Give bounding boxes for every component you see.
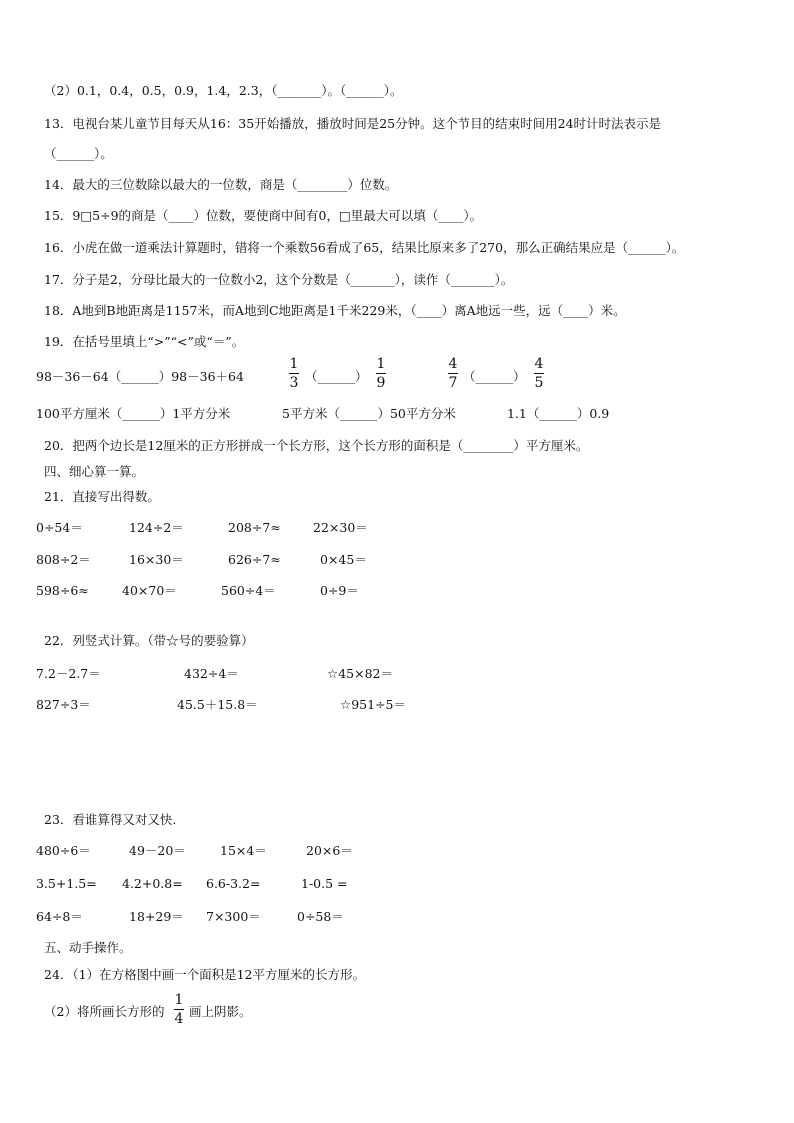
q21-item: 598÷6≈ [36, 583, 89, 598]
q23-item: 64÷8＝ [36, 909, 83, 924]
q19-compare-2-blank: （______） [305, 369, 368, 384]
q24-part2-suffix: 画上阴影。 [189, 1004, 252, 1019]
q21-item: 626÷7≈ [228, 552, 281, 567]
q23-item: 18+29＝ [129, 909, 184, 924]
q24-part1: 24．（1）在方格图中画一个面积是12平方厘米的长方形。 [44, 967, 366, 982]
q23-item: 480÷6＝ [36, 843, 91, 858]
q12-part2: （2）0.1，0.4，0.5，0.9，1.4，2.3，（_______）。（______）。 [44, 83, 403, 98]
q15-text: 15．9□5÷9的商是（____）位数，要使商中间有0，□里最大可以填（____）。 [44, 208, 483, 223]
q19-compare-6: 1.1（______）0.9 [507, 406, 610, 421]
q19-fraction-left-1: 1 3 [289, 356, 299, 391]
q22-text: 22．列竖式计算。（带☆号的要验算） [44, 633, 254, 648]
q21-item: 0÷9＝ [320, 583, 359, 598]
q22-item: ☆45×82＝ [327, 666, 393, 681]
q19-compare-5: 5平方米（______）50平方分米 [282, 406, 456, 421]
q23-text: 23．看谁算得又对又快. [44, 812, 177, 827]
q19-fraction-right-2: 4 5 [534, 356, 544, 391]
q18-text: 18．A地到B地距离是1157米，而A地到C地距离是1千米229米，（____）离A地远一些，远（____）米。 [44, 303, 626, 318]
q21-item: 808÷2＝ [36, 552, 91, 567]
q14-text: 14．最大的三位数除以最大的一位数，商是（________）位数。 [44, 177, 398, 192]
q23-item: 20×6＝ [306, 843, 353, 858]
q21-item: 0÷54＝ [36, 520, 83, 535]
q22-item: 7.2－2.7＝ [36, 666, 101, 681]
q21-item: 0×45＝ [320, 552, 367, 567]
q17-text: 17．分子是2，分母比最大的一位数小2，这个分数是（_______），读作（_______）。 [44, 272, 514, 287]
q22-item: 827÷3＝ [36, 697, 91, 712]
q21-item: 40×70＝ [122, 583, 177, 598]
q23-item: 15×4＝ [220, 843, 267, 858]
q23-item: 6.6-3.2= [206, 876, 261, 891]
q23-item: 49－20＝ [129, 843, 186, 858]
q22-item: 45.5＋15.8＝ [177, 697, 258, 712]
q24-fraction: 1 4 [174, 992, 184, 1027]
q19-compare-1: 98－36－64（______）98－36＋64 [36, 369, 244, 384]
q19-fraction-left-2: 4 7 [448, 356, 458, 391]
q22-item: 432÷4＝ [184, 666, 239, 681]
q19-compare-4: 100平方厘米（______）1平方分米 [36, 406, 231, 421]
q21-item: 22×30＝ [313, 520, 368, 535]
section-4-heading: 四、细心算一算。 [44, 464, 145, 479]
q21-item: 560÷4＝ [221, 583, 276, 598]
q21-item: 16×30＝ [129, 552, 184, 567]
q23-item: 1-0.5 = [301, 876, 348, 891]
q23-item: 7×300＝ [206, 909, 261, 924]
q21-item: 124÷2＝ [129, 520, 184, 535]
q16-text: 16．小虎在做一道乘法计算题时，错将一个乘数56看成了65，结果比原来多了270，那么正确结果应是（______）。 [44, 240, 685, 255]
q20-text: 20．把两个边长是12厘米的正方形拼成一个长方形，这个长方形的面积是（________）平方厘米。 [44, 438, 589, 453]
q13-text: 13．电视台某儿童节目每天从16：35开始播放，播放时间是25分钟。这个节目的结束时间用24时计时法表示是 [44, 116, 662, 131]
section-5-heading: 五、动手操作。 [44, 940, 132, 955]
q19-fraction-right-1: 1 9 [376, 356, 386, 391]
q23-item: 4.2+0.8= [122, 876, 183, 891]
q19-compare-3-blank: （______） [463, 369, 526, 384]
q19-text: 19．在括号里填上“>”“<”或“＝”。 [44, 334, 245, 349]
q23-item: 0÷58＝ [297, 909, 344, 924]
q24-part2-prefix: （2）将所画长方形的 [44, 1004, 165, 1019]
q22-item: ☆951÷5＝ [340, 697, 406, 712]
q13-blank: （______）。 [44, 146, 113, 161]
q21-item: 208÷7≈ [228, 520, 281, 535]
q23-item: 3.5+1.5= [36, 876, 97, 891]
q21-text: 21．直接写出得数。 [44, 489, 160, 504]
